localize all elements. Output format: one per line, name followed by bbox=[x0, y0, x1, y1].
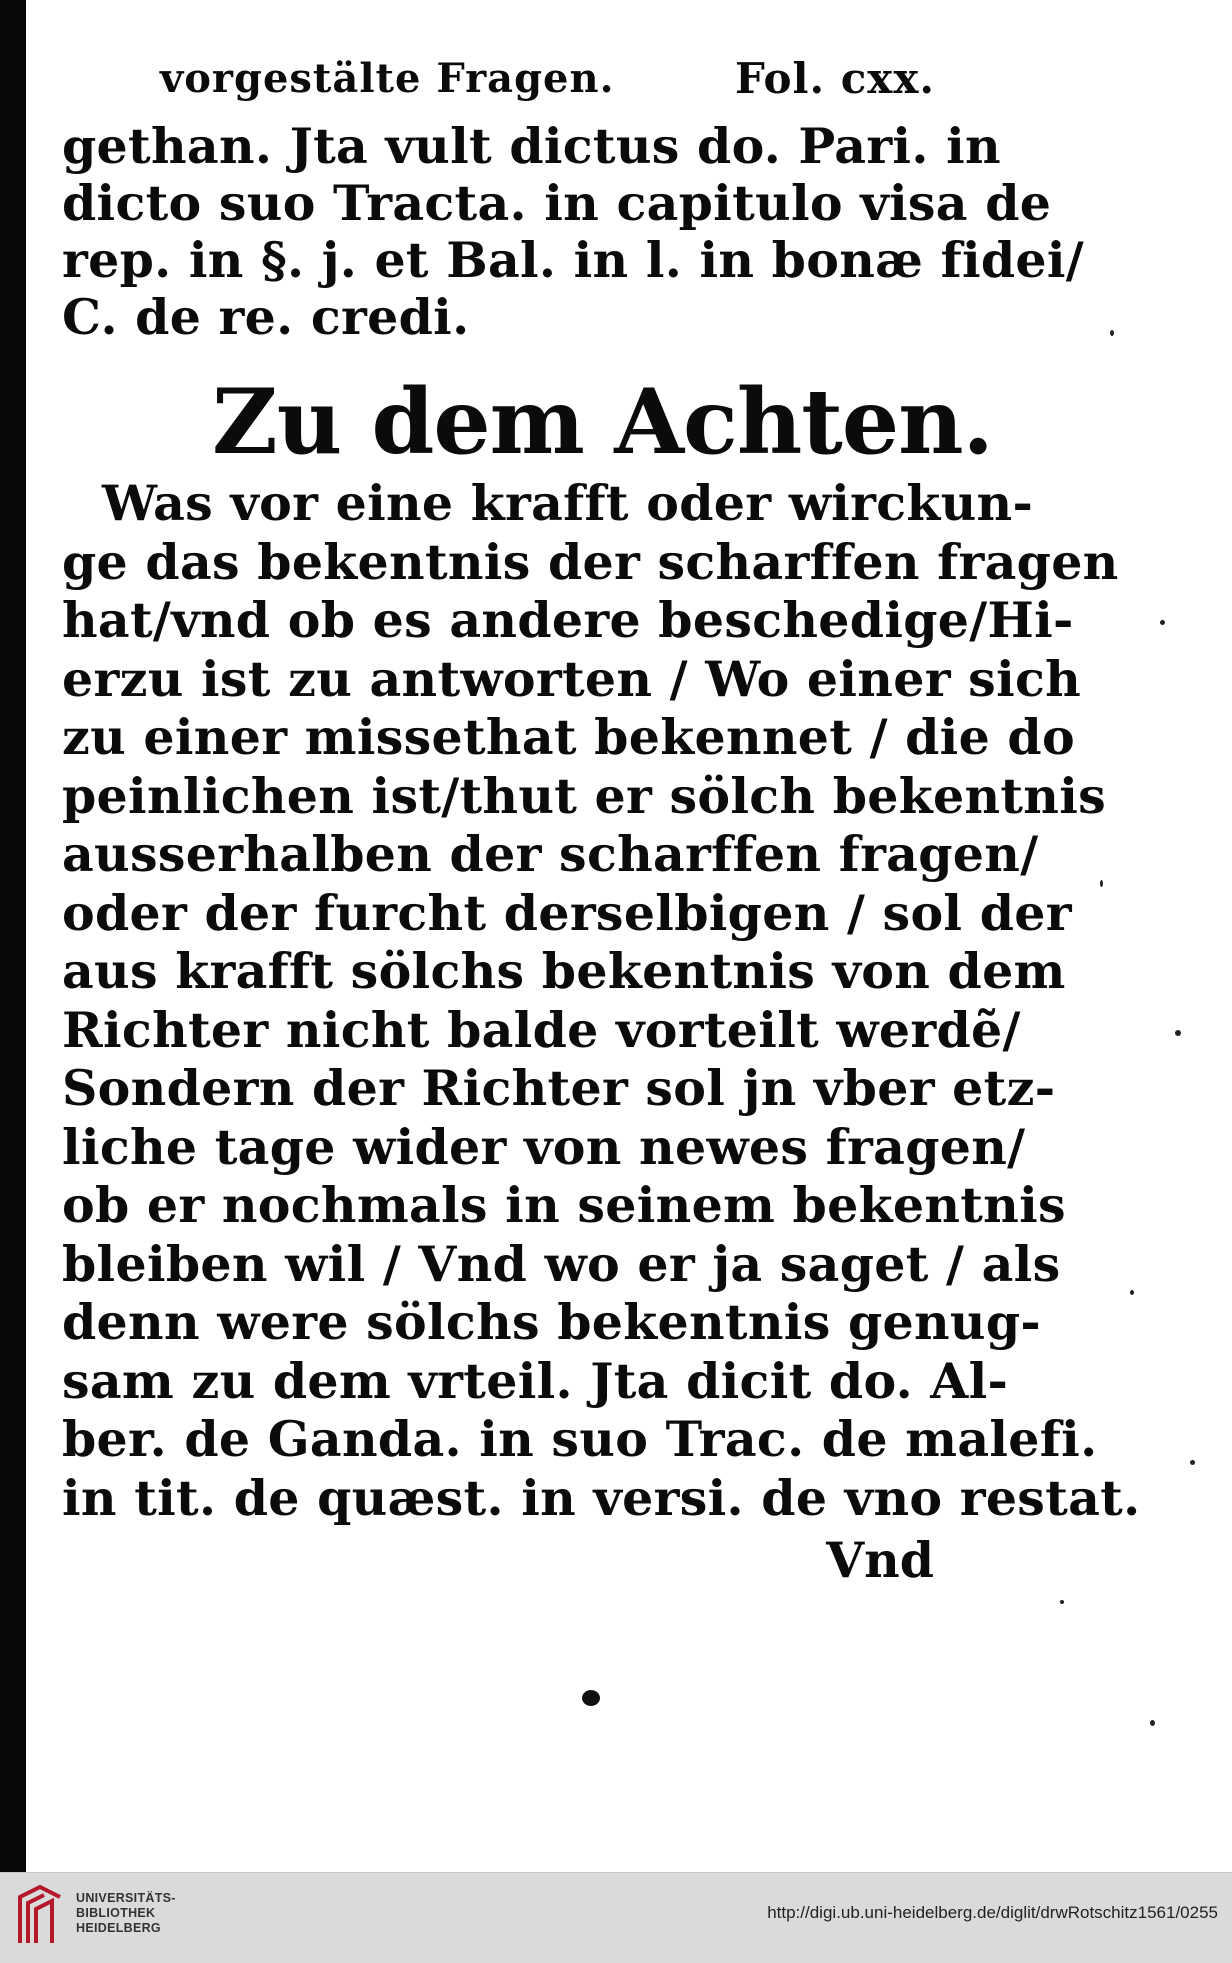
text-line: oder der furcht derselbigen / sol der bbox=[62, 883, 1072, 942]
ink-speck bbox=[1150, 1720, 1155, 1726]
text-line: rep. in §. j. et Bal. in l. in bonæ fidei/ bbox=[62, 231, 1085, 289]
text-line: ob er nochmals in seinem bekentnis bbox=[62, 1176, 1066, 1234]
text-line: C. de re. credi. bbox=[62, 288, 470, 346]
text-line: ausserhalben der scharffen fragen/ bbox=[62, 825, 1039, 883]
footer-bar bbox=[0, 1872, 1232, 1963]
catchword: Vnd bbox=[826, 1531, 934, 1589]
ink-speck bbox=[1100, 880, 1103, 887]
text-line: in tit. de quæst. in versi. de vno restat. bbox=[62, 1468, 1141, 1527]
text-line: zu einer missethat bekennet / die do bbox=[62, 708, 1075, 766]
book-spine-shadow bbox=[0, 0, 26, 1872]
text-line: gethan. Jta vult dictus do. Pari. in bbox=[62, 117, 1001, 175]
text-line: ber. de Ganda. in suo Trac. de malefi. bbox=[62, 1410, 1098, 1468]
ink-speck bbox=[1110, 330, 1114, 336]
text-line: sam zu dem vrteil. Jta dicit do. Al- bbox=[62, 1351, 1009, 1410]
ink-blot bbox=[582, 1690, 600, 1706]
library-name-line: HEIDELBERG bbox=[76, 1921, 161, 1935]
library-name-line: BIBLIOTHEK bbox=[76, 1906, 156, 1920]
library-logo-icon bbox=[14, 1883, 66, 1949]
text-line: aus krafft sölchs bekentnis von dem bbox=[62, 942, 1066, 1000]
section-heading: Zu dem Achten. bbox=[212, 369, 993, 475]
permalink-url[interactable]: http://digi.ub.uni-heidelberg.de/diglit/drwRotschitz1561/0255 bbox=[767, 1903, 1218, 1922]
text-line: Richter nicht balde vorteilt werdẽ/ bbox=[62, 1000, 1021, 1059]
running-title: vorgestälte Fragen. bbox=[160, 54, 615, 102]
text-line: erzu ist zu antworten / Wo einer sich bbox=[62, 649, 1082, 708]
library-name-line: UNIVERSITÄTS- bbox=[76, 1891, 176, 1905]
paragraph-main bbox=[62, 474, 1141, 1527]
ink-speck bbox=[1160, 620, 1165, 625]
text-line: denn were sölchs bekentnis genug- bbox=[62, 1293, 1042, 1351]
text-line: liche tage wider von newes fragen/ bbox=[62, 1117, 1026, 1176]
ink-speck bbox=[1175, 1030, 1181, 1036]
ink-speck bbox=[1060, 1600, 1064, 1604]
text-line: peinlichen ist/thut er sölch bekentnis bbox=[62, 766, 1107, 825]
page-text-block bbox=[62, 0, 1141, 1872]
library-name bbox=[76, 1891, 176, 1936]
text-line: hat/vnd ob es andere beschedige/Hi- bbox=[62, 591, 1074, 649]
text-line: dicto suo Tracta. in capitulo visa de bbox=[62, 174, 1052, 232]
text-line: ge das bekentnis der scharffen fragen bbox=[62, 532, 1119, 591]
paragraph-top bbox=[62, 117, 1085, 346]
folio-number: Fol. cxx. bbox=[734, 53, 935, 103]
ink-speck bbox=[1130, 1290, 1134, 1295]
text-line: Was vor eine krafft oder wirckun- bbox=[102, 474, 1034, 532]
ink-speck bbox=[1190, 1460, 1195, 1465]
text-line: Sondern der Richter sol jn vber etz- bbox=[62, 1059, 1056, 1117]
text-line: bleiben wil / Vnd wo er ja saget / als bbox=[62, 1234, 1061, 1293]
